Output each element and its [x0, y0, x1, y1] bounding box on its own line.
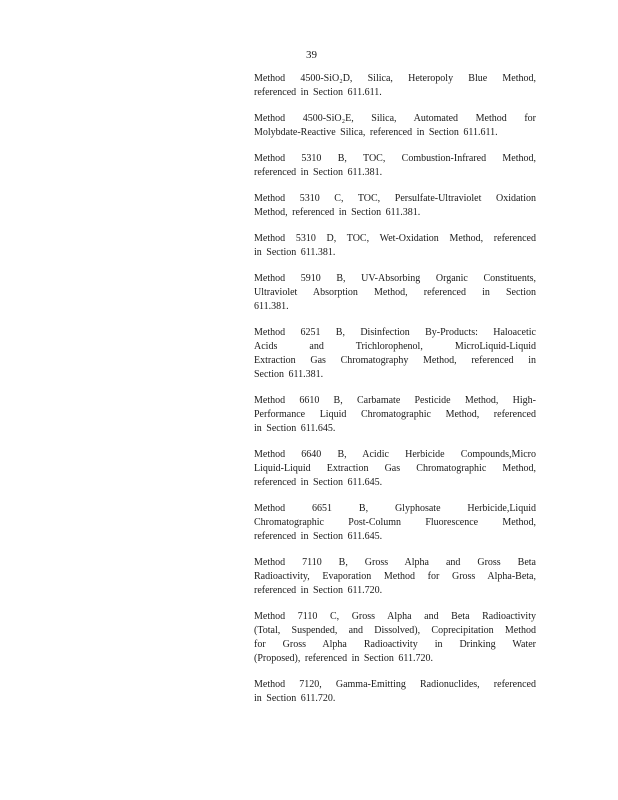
entry-line: Method 6640 B, Acidic Herbicide Compounds,Micro	[254, 449, 536, 460]
method-reference-entry	[254, 192, 536, 220]
entry-line: Section 611.381.	[254, 369, 324, 380]
entry-line: Method 7120, Gamma-Emitting Radionuclides, referenced	[254, 679, 536, 690]
method-reference-entry	[254, 610, 536, 666]
entry-line: Method 6251 B, Disinfection By-Products: Haloacetic	[254, 327, 536, 338]
method-reference-entry	[254, 112, 536, 140]
entry-line: Method 6651 B, Glyphosate Herbicide,Liquid	[254, 503, 536, 514]
entry-line: in Section 611.381.	[254, 247, 336, 258]
entry-line: Performance Liquid Chromatographic Method, referenced	[254, 409, 536, 420]
entry-line: in Section 611.645.	[254, 423, 336, 434]
document-body	[254, 72, 536, 718]
method-reference-entry	[254, 448, 536, 490]
entry-line: for Gross Alpha Radioactivity in Drinking Water	[254, 639, 536, 650]
entry-line: Method 7110 B, Gross Alpha and Gross Beta	[254, 557, 536, 568]
entry-line: (Proposed), referenced in Section 611.720.	[254, 653, 433, 664]
method-reference-entry	[254, 72, 536, 100]
entry-line: Ultraviolet Absorption Method, referenced in Section	[254, 287, 536, 298]
entry-line: Method 5310 B, TOC, Combustion-Infrared Method,	[254, 153, 536, 164]
entry-line: referenced in Section 611.645.	[254, 477, 383, 488]
method-reference-entry	[254, 152, 536, 180]
entry-line: Method 6610 B, Carbamate Pesticide Method, High-	[254, 395, 536, 406]
method-reference-entry	[254, 678, 536, 706]
method-reference-entry	[254, 556, 536, 598]
entry-line: Method 7110 C, Gross Alpha and Beta Radioactivity	[254, 611, 536, 622]
method-reference-entry	[254, 232, 536, 260]
entry-line: Method 4500-SiO₂D, Silica, Heteropoly Blue Method,	[254, 73, 536, 84]
entry-line: 611.381.	[254, 301, 289, 312]
entry-line: Acids and Trichlorophenol, MicroLiquid-Liquid	[254, 341, 536, 352]
entry-line: Method, referenced in Section 611.381.	[254, 207, 421, 218]
method-reference-entry	[254, 272, 536, 314]
method-reference-entry	[254, 394, 536, 436]
entry-line: in Section 611.720.	[254, 693, 336, 704]
entry-line: Radioactivity, Evaporation Method for Gross Alpha-Beta,	[254, 571, 536, 582]
entry-line: Method 5310 D, TOC, Wet-Oxidation Method, referenced	[254, 233, 536, 244]
entry-line: Chromatographic Post-Column Fluorescence Method,	[254, 517, 536, 528]
entry-line: referenced in Section 611.645.	[254, 531, 383, 542]
method-reference-entry	[254, 502, 536, 544]
entry-line: referenced in Section 611.381.	[254, 167, 383, 178]
entry-line: Method 5910 B, UV-Absorbing Organic Constituents,	[254, 273, 536, 284]
entry-line: Extraction Gas Chromatography Method, referenced in	[254, 355, 536, 366]
entry-line: (Total, Suspended, and Dissolved), Coprecipitation Method	[254, 625, 536, 636]
method-reference-entry	[254, 326, 536, 382]
entry-line: Method 4500-SiO₂E, Silica, Automated Method for	[254, 113, 536, 124]
entry-line: Method 5310 C, TOC, Persulfate-Ultraviolet Oxidation	[254, 193, 536, 204]
entry-line: referenced in Section 611.720.	[254, 585, 383, 596]
entry-line: referenced in Section 611.611.	[254, 87, 382, 98]
entry-line: Liquid-Liquid Extraction Gas Chromatographic Method,	[254, 463, 536, 474]
entry-line: Molybdate-Reactive Silica, referenced in Section 611.611.	[254, 127, 498, 138]
page-number: 39	[306, 49, 317, 61]
